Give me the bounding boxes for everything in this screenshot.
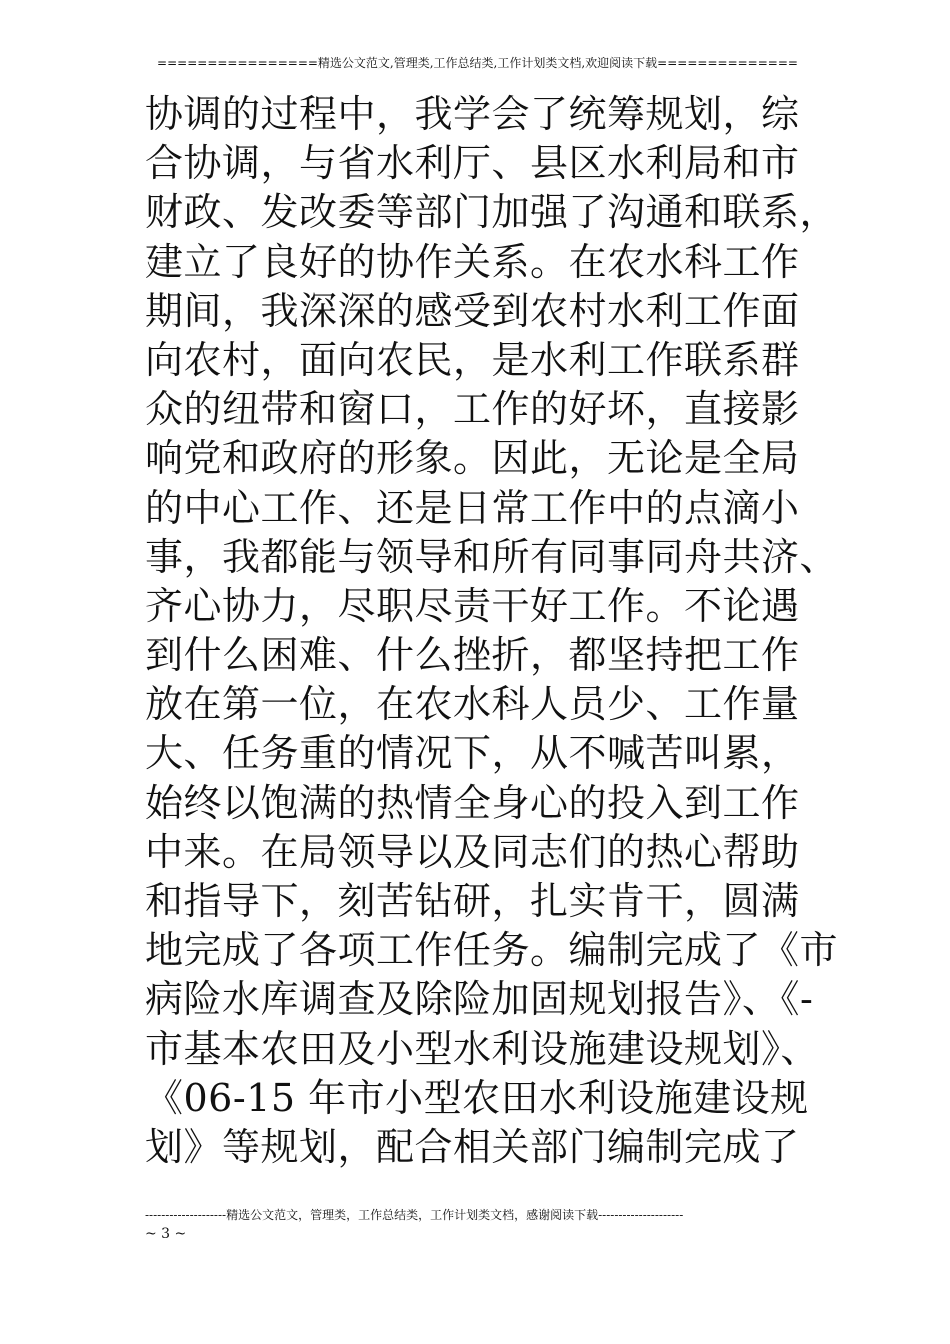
body-line: 划》等规划，配合相关部门编制完成了 [145, 1124, 800, 1169]
body-line: 市基本农田及小型水利设施建设规划》、 [145, 1026, 820, 1071]
page-header-banner: ================精选公文范文,管理类,工作总结类,工作计划类文档,欢迎阅读下载============== [157, 56, 798, 70]
body-line: 财政、发改委等部门加强了沟通和联系， [145, 190, 839, 235]
body-line: 《06-15 年市小型农田水利设施建设规 [145, 1075, 809, 1120]
body-line: 齐心协力，尽职尽责干好工作。不论遇 [145, 583, 800, 628]
body-line: 向农村，面向农民，是水利工作联系群 [145, 337, 800, 382]
body-line: 事，我都能与领导和所有同事同舟共济、 [145, 534, 839, 579]
page-footer-banner: --------------------精选公文范文，管理类，工作总结类，工作计划类文档，感谢阅读下载--------------------- [145, 1208, 684, 1222]
body-line: 大、任务重的情况下，从不喊苦叫累， [145, 731, 800, 776]
body-line: 放在第一位，在农水科人员少、工作量 [145, 682, 800, 727]
body-line: 响党和政府的形象。因此，无论是全局 [145, 436, 800, 481]
body-line: 和指导下，刻苦钻研，扎实肯干，圆满 [145, 879, 800, 923]
body-line: 期间，我深深的感受到农村水利工作面 [145, 288, 800, 333]
body-line: 众的纽带和窗口，工作的好坏，直接影 [145, 387, 800, 432]
page-number: ~ 3 ~ [145, 1226, 187, 1242]
body-line: 地完成了各项工作任务。编制完成了《市 [145, 928, 839, 973]
body-line: 的中心工作、还是日常工作中的点滴小 [145, 485, 800, 530]
body-line: 病险水库调查及除险加固规划报告》、《- [145, 977, 814, 1022]
document-body [145, 90, 839, 1172]
body-line: 合协调，与省水利厅、县区水利局和市 [145, 141, 800, 186]
body-line: 建立了良好的协作关系。在农水科工作 [145, 239, 800, 284]
body-line: 中来。在局领导以及同志们的热心帮助 [145, 829, 800, 874]
body-line: 协调的过程中，我学会了统筹规划，综 [145, 92, 800, 136]
body-line: 到什么困难、什么挫折，都坚持把工作 [145, 633, 800, 678]
body-line: 始终以饱满的热情全身心的投入到工作 [145, 780, 800, 825]
